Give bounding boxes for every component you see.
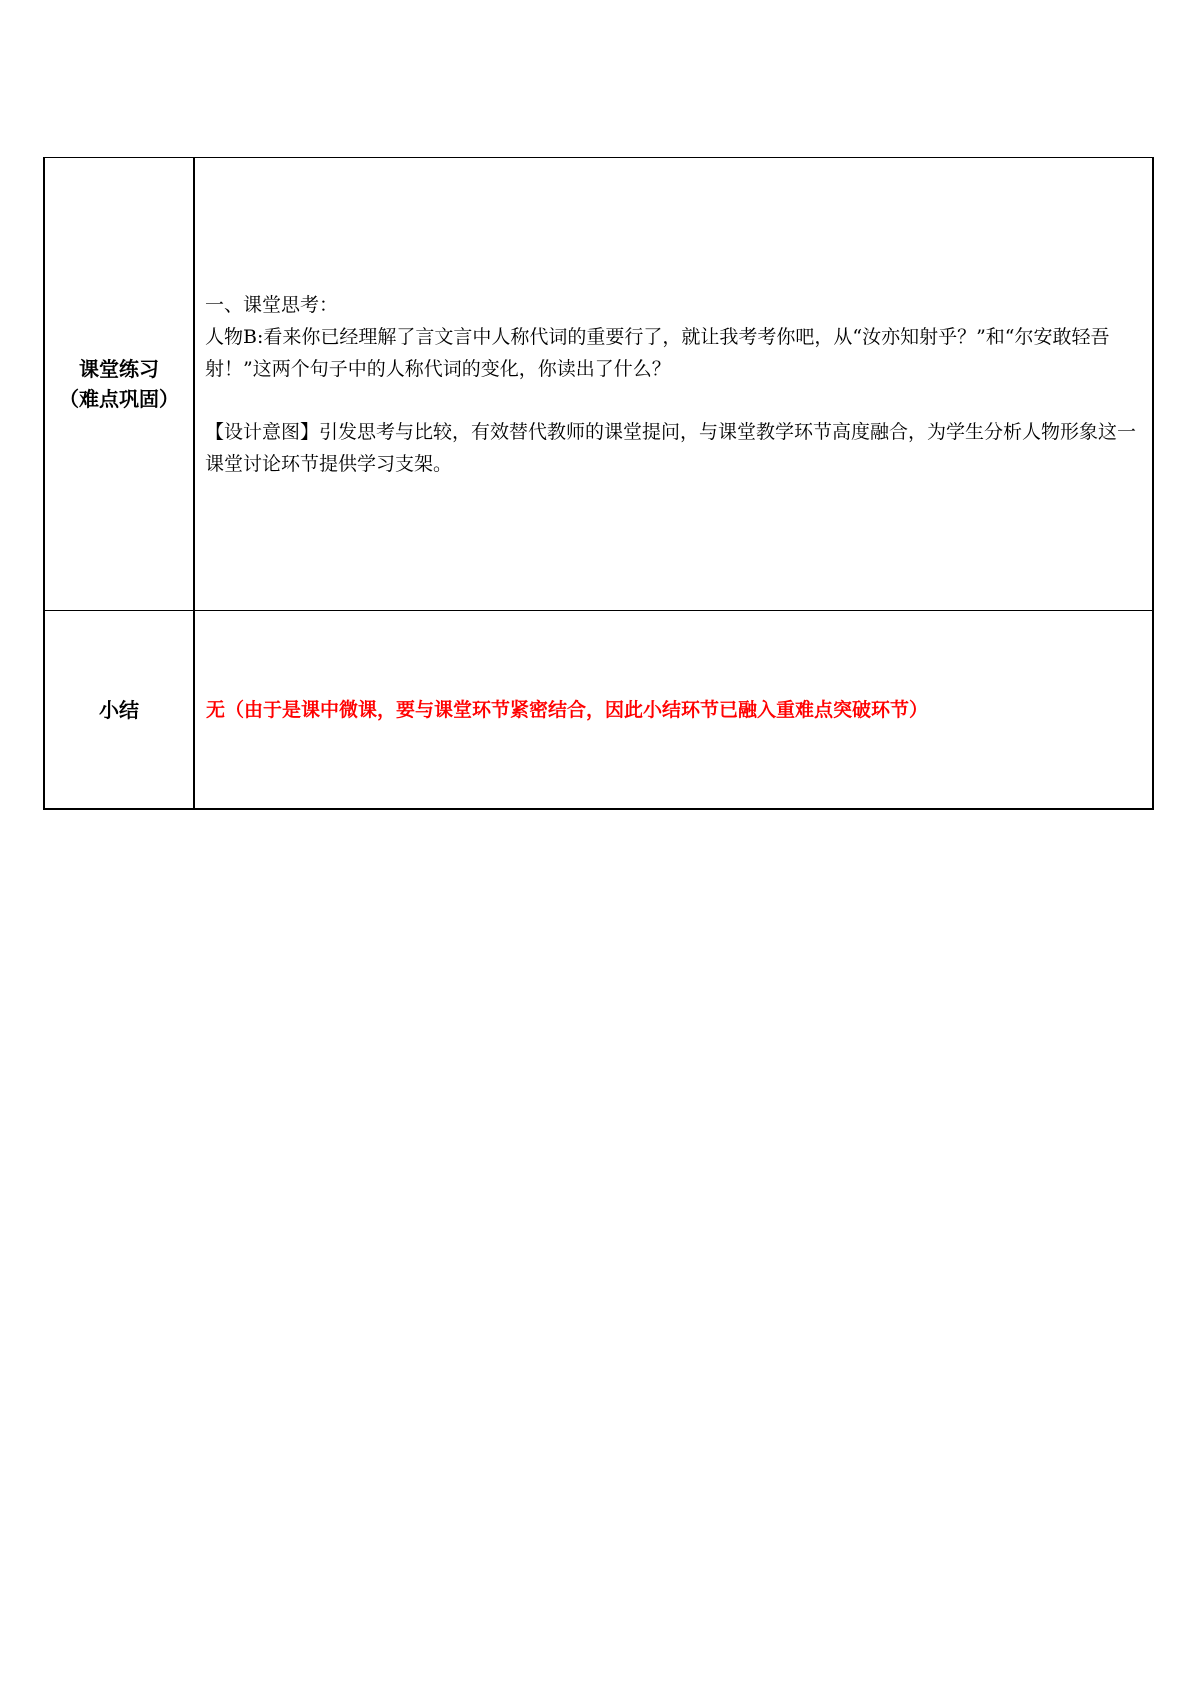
table-row-summary	[44, 611, 1153, 810]
practice-heading: 一、课堂思考：	[205, 293, 339, 316]
summary-label-cell	[44, 611, 194, 810]
summary-text: 无（由于是课中微课，要与课堂环节紧密结合，因此小结环节已融入重难点突破环节）	[206, 698, 929, 721]
table-row-practice	[44, 158, 1153, 611]
paragraph-gap	[205, 385, 1142, 416]
design-intent: 【设计意图】引发思考与比较，有效替代教师的课堂提问，与课堂教学环节高度融合，为学生分析人物形象这一课堂讨论环节提供学习支架。	[205, 420, 1137, 475]
practice-content	[195, 289, 1152, 480]
practice-question: 人物B:看来你已经理解了言文言中人称代词的重要行了，就让我考考你吧，从“汝亦知射乎？”和“尔安敢轻吾射！”这两个句子中的人称代词的变化，你读出了什么？	[205, 325, 1110, 380]
practice-label-line1: 课堂练习	[79, 357, 159, 381]
practice-label-cell	[44, 158, 194, 611]
lesson-plan-table	[43, 157, 1154, 810]
summary-label: 小结	[99, 697, 139, 722]
practice-content-cell	[194, 158, 1153, 611]
summary-content-cell	[194, 611, 1153, 810]
practice-label	[45, 354, 193, 414]
practice-label-line2: （难点巩固）	[59, 387, 179, 411]
